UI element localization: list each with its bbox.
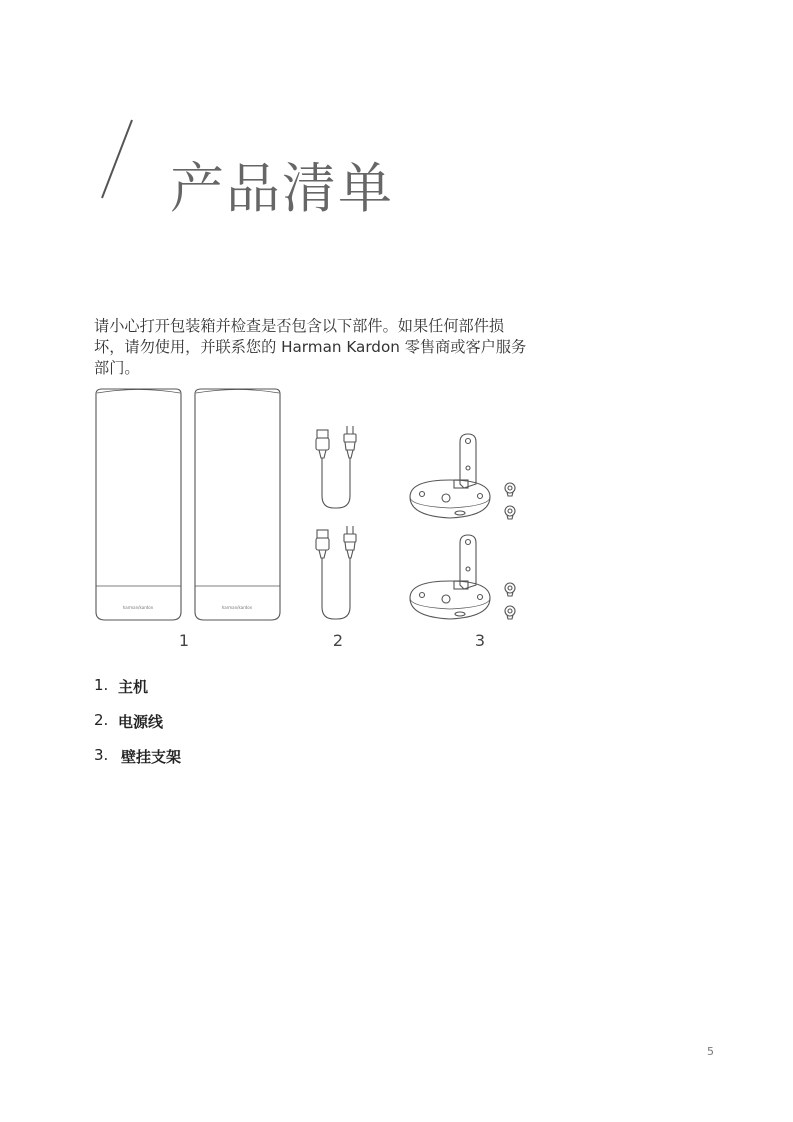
list-item-label: 壁挂支架 bbox=[121, 748, 182, 766]
page-title: 产品清单 bbox=[170, 157, 394, 220]
list-item bbox=[94, 676, 181, 711]
product-illustration bbox=[88, 384, 528, 629]
list-item-number: 2. bbox=[94, 711, 109, 729]
wall-bracket-illustration bbox=[410, 434, 515, 519]
component-list bbox=[94, 676, 181, 781]
intro-line: 请小心打开包装箱并检查是否包含以下部件。如果任何部件损 bbox=[94, 317, 505, 335]
speaker-brand-logo: harman/kardon bbox=[122, 605, 154, 610]
figure-label-1: 1 bbox=[178, 631, 190, 650]
power-cord-illustration bbox=[316, 426, 356, 508]
list-item-number: 3. bbox=[94, 746, 109, 764]
list-item-number: 1. bbox=[94, 676, 109, 694]
figure-label-3: 3 bbox=[474, 631, 486, 650]
speaker-brand-logo: harman/kardon bbox=[221, 605, 253, 610]
title-slash-icon bbox=[98, 118, 138, 202]
wall-bracket-illustration bbox=[410, 535, 515, 619]
list-item bbox=[94, 711, 181, 746]
speaker-right-illustration bbox=[195, 389, 280, 620]
intro-paragraph bbox=[94, 316, 534, 379]
intro-line: 坏，请勿使用，并联系您的 Harman Kardon 零售商或客户服务 bbox=[94, 338, 527, 356]
speaker-left-illustration bbox=[96, 389, 181, 620]
list-item bbox=[94, 746, 181, 781]
intro-line: 部门。 bbox=[94, 359, 140, 377]
list-item-label: 电源线 bbox=[118, 713, 164, 731]
power-cord-illustration bbox=[316, 526, 356, 619]
list-item-label: 主机 bbox=[118, 678, 149, 696]
figure-label-2: 2 bbox=[332, 631, 344, 650]
page-number: 5 bbox=[707, 1045, 714, 1058]
